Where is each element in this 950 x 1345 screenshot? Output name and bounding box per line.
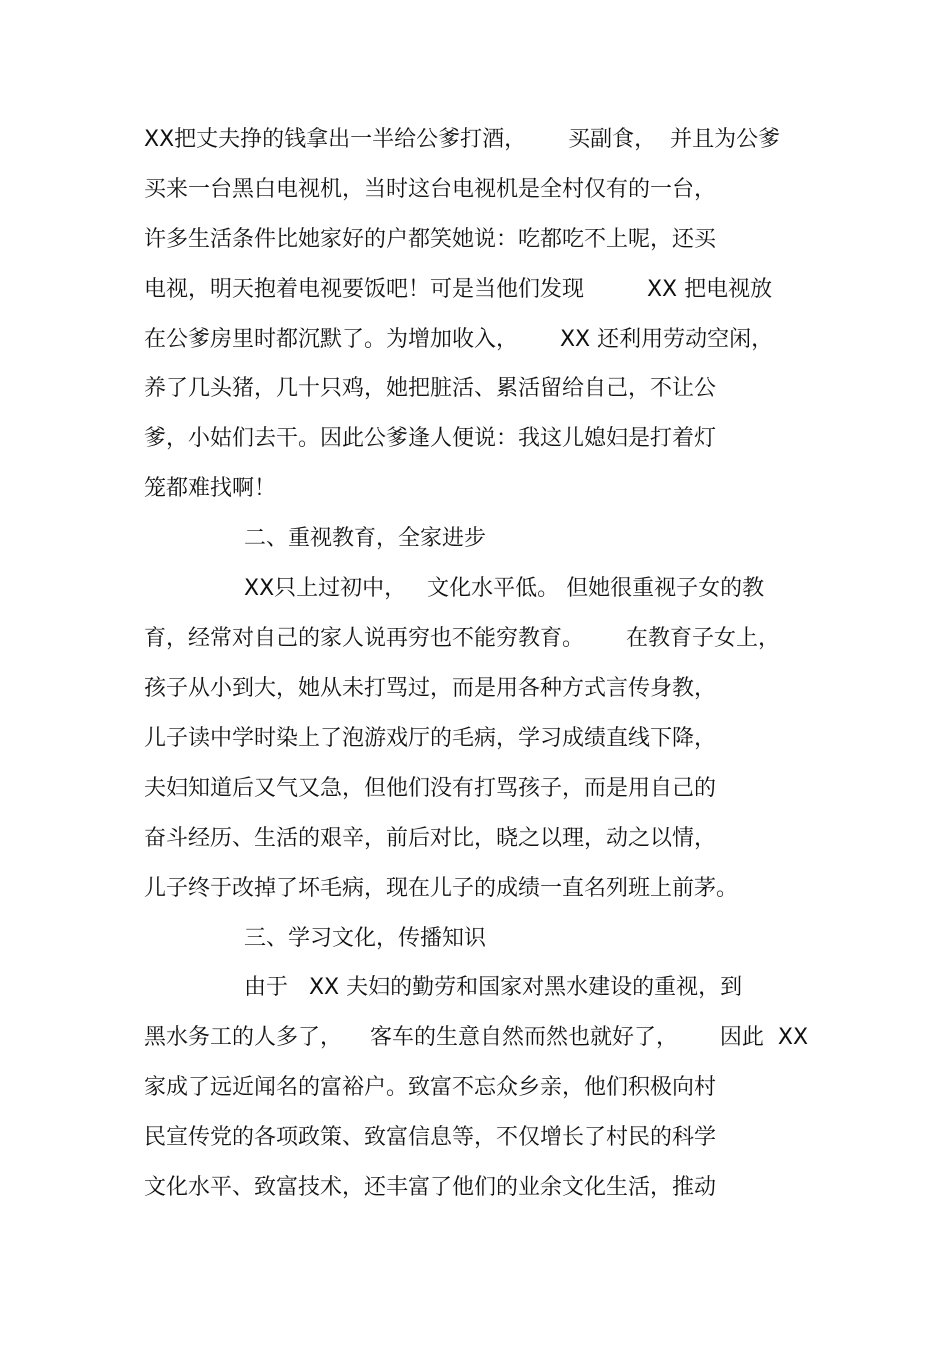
body-text-line: 孩子从小到大，她从未打骂过，而是用各种方式言传身教， (144, 676, 717, 701)
body-text-line: 养了几头猪，几十只鸡，她把脏活、累活留给自己，不让公 (144, 376, 717, 401)
body-text-line: 在公爹房里时都沉默了。为增加收入， XX 还利用劳动空闲， (144, 327, 774, 352)
section-heading: 二、重视教育，全家进步 (244, 526, 487, 551)
body-text-line: 买来一台黑白电视机，当时这台电视机是全村仅有的一台， (144, 177, 717, 202)
body-text-line: 由于 XX 夫妇的勤劳和国家对黑水建设的重视，到 (244, 975, 743, 1000)
body-text-line: 文化水平、致富技术，还丰富了他们的业余文化生活，推动 (144, 1175, 717, 1200)
body-text-line: 黑水务工的人多了， 客车的生意自然而然也就好了， 因此 XX (144, 1025, 809, 1050)
body-text-line: 爹，小姑们去干。因此公爹逢人便说：我这儿媳妇是打着灯 (144, 426, 717, 451)
body-text-line: 笼都难找啊！ (144, 476, 277, 501)
body-text-line: 儿子读中学时染上了泡游戏厅的毛病，学习成绩直线下降， (144, 726, 717, 751)
body-text-line: 奋斗经历、生活的艰辛，前后对比，晓之以理，动之以情， (144, 826, 717, 851)
body-text-line: XX只上过初中， 文化水平低。 但她很重视子女的教 (244, 576, 765, 601)
body-text-line: XX把丈夫挣的钱拿出一半给公爹打酒， 买副食， 并且为公爹 (144, 127, 781, 152)
body-text-line: 夫妇知道后又气又急，但他们没有打骂孩子，而是用自己的 (144, 776, 717, 801)
body-text-line: 育，经常对自己的家人说再穷也不能穷教育。 在教育子女上， (144, 626, 780, 651)
body-text-line: 电视，明天抱着电视要饭吧！可是当他们发现 XX 把电视放 (144, 277, 773, 302)
body-text-line: 许多生活条件比她家好的户都笑她说：吃都吃不上呢，还买 (144, 227, 717, 252)
body-text-line: 儿子终于改掉了坏毛病，现在儿子的成绩一直名列班上前茅。 (144, 876, 739, 901)
body-text-line: 民宣传党的各项政策、致富信息等，不仅增长了村民的科学 (144, 1125, 717, 1150)
body-text-line: 家成了远近闻名的富裕户。致富不忘众乡亲，他们积极向村 (144, 1075, 717, 1100)
section-heading: 三、学习文化，传播知识 (244, 926, 487, 951)
